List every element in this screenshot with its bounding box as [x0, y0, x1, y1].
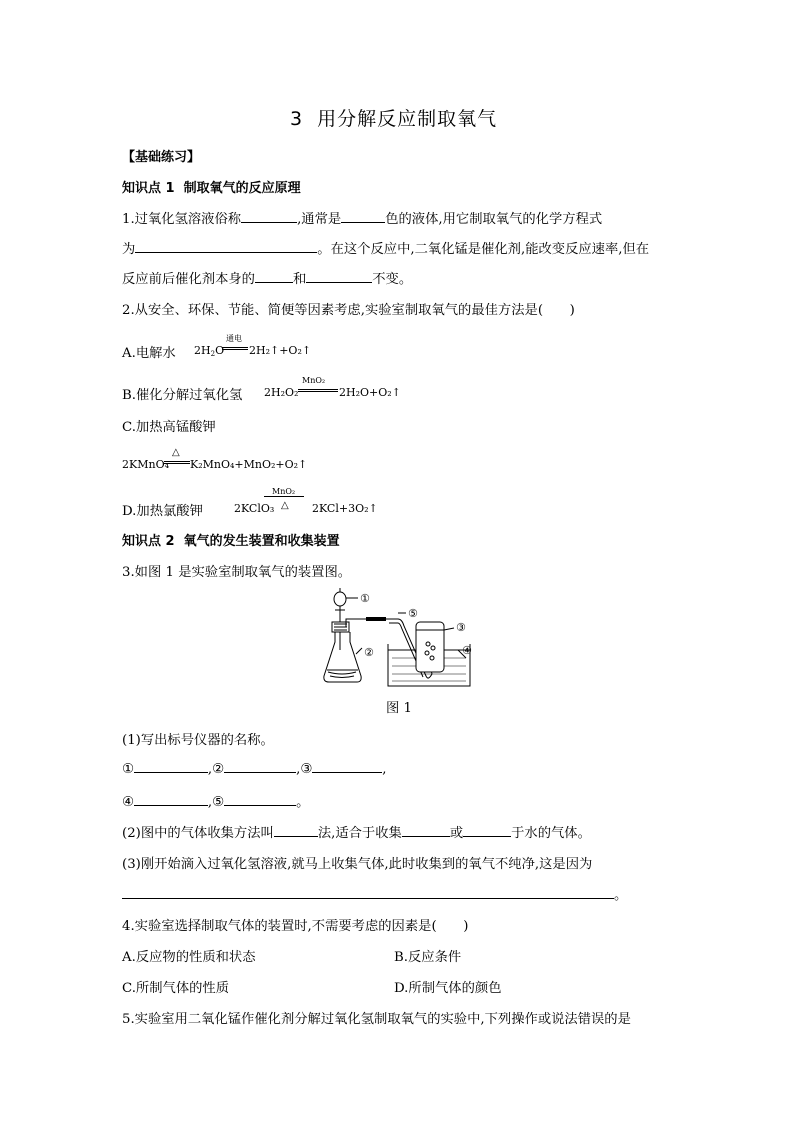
q1-blank-4[interactable]	[255, 270, 293, 283]
q2-option-a-rhs: 2H₂↑+O₂↑	[249, 344, 312, 357]
q1-blank-1[interactable]	[241, 210, 297, 223]
q1-line3	[122, 268, 412, 287]
q4-option-d[interactable]: D.所制气体的颜色	[394, 981, 502, 996]
kp1-label: 知识点 1	[122, 181, 175, 196]
q2-option-d-rhs: 2KCl+3O₂↑	[312, 502, 378, 515]
knowledge-point-2	[122, 530, 340, 549]
q2-option-a-label: A.电解水	[122, 346, 176, 361]
q2-option-c[interactable]	[122, 416, 216, 435]
q2-option-d-condition-bottom: △	[281, 500, 289, 511]
separatory-funnel	[334, 588, 346, 626]
q3-sub3: (3)刚开始滴入过氧化氢溶液,就马上收集气体,此时收集到的氧气不纯净,这是因为	[122, 857, 593, 872]
q5-stem: 5.实验室用二氧化锰作催化剂分解过氧化氢制取氧气的实验中,下列操作或说法错误的是	[122, 1012, 631, 1027]
label-5: ⑤	[408, 607, 418, 620]
q2-option-b-condition: MnO₂	[302, 376, 326, 385]
q3-blank-5[interactable]	[224, 793, 296, 806]
q3-sub1: (1)写出标号仪器的名称。	[122, 733, 274, 748]
q1-text-c: 色的液体,用它制取氧气的化学方程式	[385, 212, 603, 227]
kp2-text: 氧气的发生装置和收集装置	[183, 534, 340, 549]
section-heading: 【基础练习】	[122, 150, 201, 165]
q1-text-f: 反应前后催化剂本身的	[122, 272, 255, 287]
q2-stem: 2.从安全、环保、节能、简便等因素考虑,实验室制取氧气的最佳方法是( )	[122, 303, 575, 318]
figure-caption: 图 1	[386, 701, 412, 716]
q3-blank-3[interactable]	[312, 760, 382, 773]
q2-option-a-equals	[222, 347, 248, 350]
q3-names-row1: ① ,② ,③ ,	[122, 762, 387, 777]
label-3: ③	[456, 621, 466, 634]
q2-option-b[interactable]	[122, 384, 242, 403]
q2-option-b-label: B.催化分解过氧化氢	[122, 388, 243, 403]
apparatus-figure	[318, 586, 490, 690]
rubber-tube	[366, 617, 386, 621]
q1-blank-5[interactable]	[306, 270, 372, 283]
q2-option-d-lhs: 2KClO₃	[234, 502, 275, 515]
label-4: ④	[462, 644, 472, 657]
q1-blank-2[interactable]	[341, 210, 385, 223]
page-title	[290, 104, 497, 131]
q2-option-c-lhs: 2KMnO₄	[122, 458, 169, 471]
q2-option-c-label: C.加热高锰酸钾	[122, 420, 216, 435]
q2-option-c-rhs: K₂MnO₄+MnO₂+O₂↑	[190, 458, 308, 471]
q4-option-b[interactable]: B.反应条件	[394, 950, 462, 965]
q3-blank-4[interactable]	[134, 793, 208, 806]
q1-text-a: 1.过氧化氢溶液俗称	[122, 212, 242, 227]
label-2: ②	[364, 646, 374, 659]
title-text: 用分解反应制取氧气	[317, 108, 498, 130]
q3-sub3-answer: 。	[122, 884, 627, 903]
kp1-text: 制取氧气的反应原理	[183, 181, 301, 196]
q4-stem: 4.实验室选择制取气体的装置时,不需要考虑的因素是( )	[122, 919, 469, 934]
q1-text-e: 。在这个反应中,二氧化锰是催化剂,能改变反应速率,但在	[317, 242, 650, 257]
q3-blank-8[interactable]	[463, 824, 511, 837]
q2-option-b-equals	[298, 389, 338, 392]
q2-option-d-line	[264, 496, 304, 497]
q4-option-a[interactable]: A.反应物的性质和状态	[122, 950, 256, 965]
q2-option-c-condition: △	[172, 447, 180, 458]
q3-blank-7[interactable]	[402, 824, 450, 837]
q1-text-h: 不变。	[372, 272, 413, 287]
q1-text-g: 和	[292, 272, 307, 287]
q1-text-d: 为	[122, 242, 136, 257]
title-number: 3	[290, 108, 304, 130]
q2-option-b-lhs: 2H₂O₂	[264, 386, 299, 399]
q2-option-b-rhs: 2H₂O+O₂↑	[339, 386, 401, 399]
kp2-label: 知识点 2	[122, 534, 175, 549]
q1-line2	[122, 238, 649, 257]
q3-stem: 3.如图 1 是实验室制取氧气的装置图。	[122, 565, 352, 580]
knowledge-point-1	[122, 177, 301, 196]
q2-option-c-equals	[164, 461, 190, 464]
conical-flask	[324, 632, 361, 682]
q1-line1	[122, 208, 602, 227]
q3-names-row2: ④ ,⑤ 。	[122, 795, 310, 810]
q3-blank-2[interactable]	[224, 760, 296, 773]
q4-option-c[interactable]: C.所制气体的性质	[122, 981, 230, 996]
q2-option-d-label: D.加热氯酸钾	[122, 504, 203, 519]
q1-blank-3[interactable]	[135, 240, 317, 253]
q2-option-a-lhs: $2H_2O$	[194, 344, 225, 358]
q1-text-b: ,通常是	[297, 212, 342, 227]
q2-option-a-condition: 通电	[226, 334, 242, 343]
q3-sub2: (2)图中的气体收集方法叫 法,适合于收集 或 于水的气体。	[122, 826, 591, 841]
q2-option-d-condition-top: MnO₂	[272, 487, 296, 496]
q2-option-d[interactable]	[122, 500, 203, 519]
q2-option-a[interactable]	[122, 342, 176, 361]
q3-blank-1[interactable]	[134, 760, 208, 773]
q3-blank-9[interactable]	[122, 886, 614, 899]
q3-blank-6[interactable]	[274, 824, 318, 837]
label-1: ①	[360, 592, 370, 605]
